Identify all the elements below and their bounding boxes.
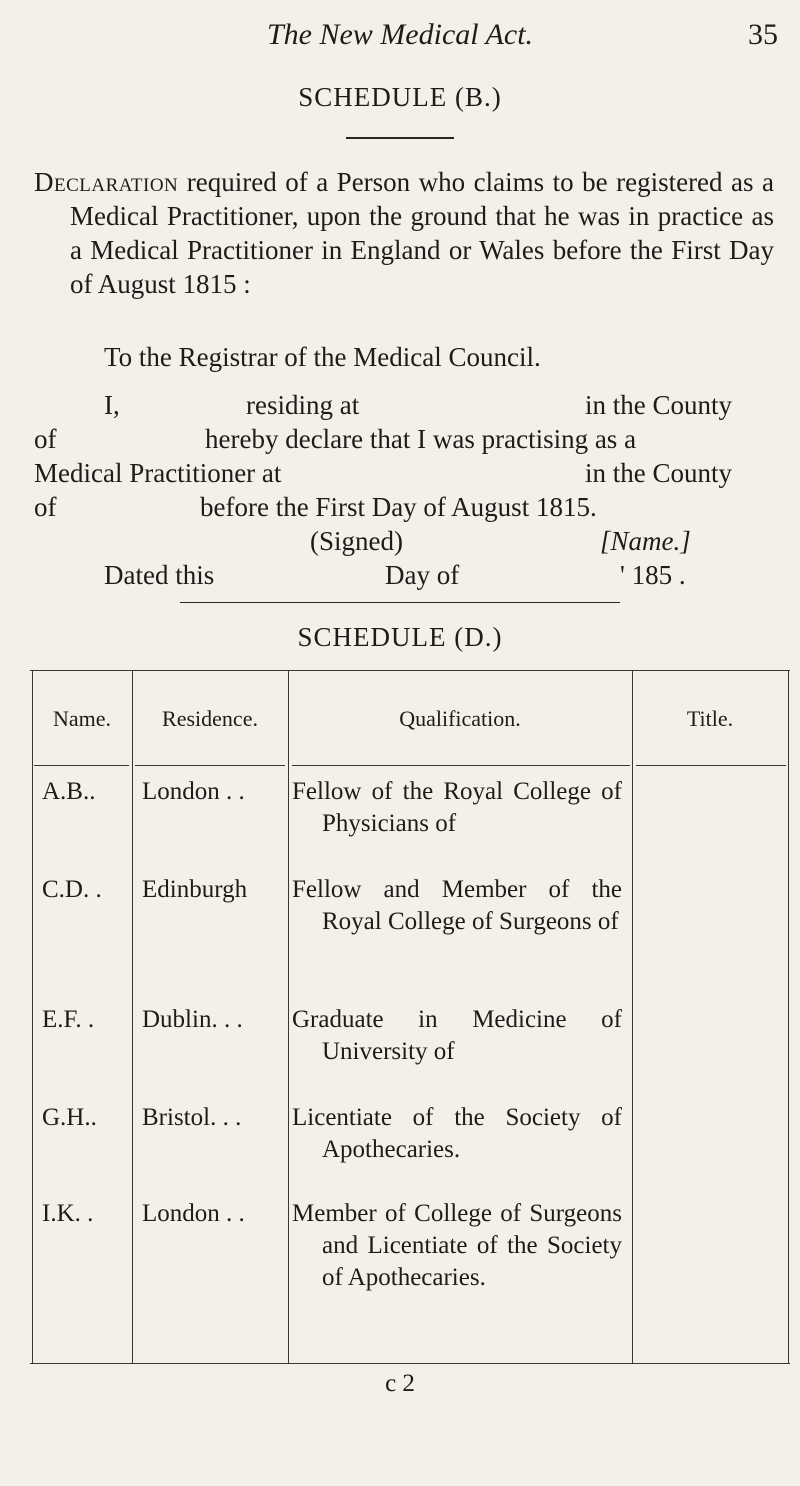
signed-label: (Signed) [310, 526, 403, 556]
table-row-1-residence: London . . [142, 778, 245, 805]
form-line-1-c: in the County [585, 390, 732, 420]
form-line-3-a: Medical Practitioner at [34, 458, 282, 488]
table-row-1-name: A.B.. [42, 778, 96, 805]
table-row-2-residence: Edinburgh [142, 876, 248, 903]
schedule-d-heading: SCHEDULE (D.) [297, 622, 503, 652]
form-line-4-b: before the First Day of August 1815. [200, 492, 597, 522]
signed-name: [Name.] [600, 526, 691, 556]
table-row-5-name: I.K. . [42, 1200, 94, 1227]
column-header-title: Title. [686, 706, 734, 731]
schedule-d-table [30, 670, 790, 1364]
declaration-paragraph [34, 165, 774, 301]
table-row-3-name: E.F. . [42, 1006, 95, 1033]
table-row-4-name: G.H.. [42, 1104, 97, 1131]
declaration-lead: Declaration [34, 167, 179, 197]
form-line-2-b: hereby declare that I was practising as a [205, 424, 637, 454]
declaration-text: required of a Person who claims to be registered as a Medical Practitioner, upon the ground that he was in practice as a Medical Practitioner in England or Wales before the First Day of August 1815 : [70, 167, 775, 299]
running-header [0, 18, 800, 58]
dated-label: Dated this [104, 560, 215, 590]
table-row-2-qualification: Fellow and Member of the Royal College of Surgeons of [292, 876, 622, 935]
column-header-residence: Residence. [162, 706, 258, 731]
dated-day: Day of [385, 560, 460, 590]
table-row-4-qualification: Licentiate of the Society of Apothecaries. [292, 1104, 622, 1163]
column-header-name: Name. [52, 706, 112, 731]
column-header-qualification: Qualification. [399, 706, 521, 731]
table-row-1-qualification: Fellow of the Royal College of Physicians of [292, 778, 622, 837]
page-number: 35 [748, 18, 778, 51]
form-line-1-b: residing at [246, 390, 360, 420]
form-line-4-a: of [34, 492, 57, 522]
table-row-4-residence: Bristol. . . [142, 1104, 242, 1131]
table-row-3-residence: Dublin. . . [142, 1006, 243, 1033]
form-line-2-a: of [34, 424, 57, 454]
printer-signature-mark: c 2 [385, 1370, 415, 1397]
dated-year: ' 185 . [620, 560, 686, 590]
table-row-5-residence: London . . [142, 1200, 245, 1227]
table-row-5-qualification: Member of College of Surgeons and Licentiate of the Society of Apothecaries. [292, 1200, 622, 1291]
short-divider [346, 137, 454, 139]
addressee: To the Registrar of the Medical Council. [104, 342, 541, 372]
table-row-3-qualification: Graduate in Medicine of University of [292, 1006, 622, 1065]
running-title: The New Medical Act. [266, 18, 534, 51]
schedule-b-heading: SCHEDULE (B.) [298, 82, 502, 112]
form-line-3-b: in the County [585, 458, 732, 488]
form-line-1-a: I, [104, 390, 120, 420]
table-row-2-name: C.D. . [42, 876, 102, 903]
section-divider [180, 602, 620, 603]
